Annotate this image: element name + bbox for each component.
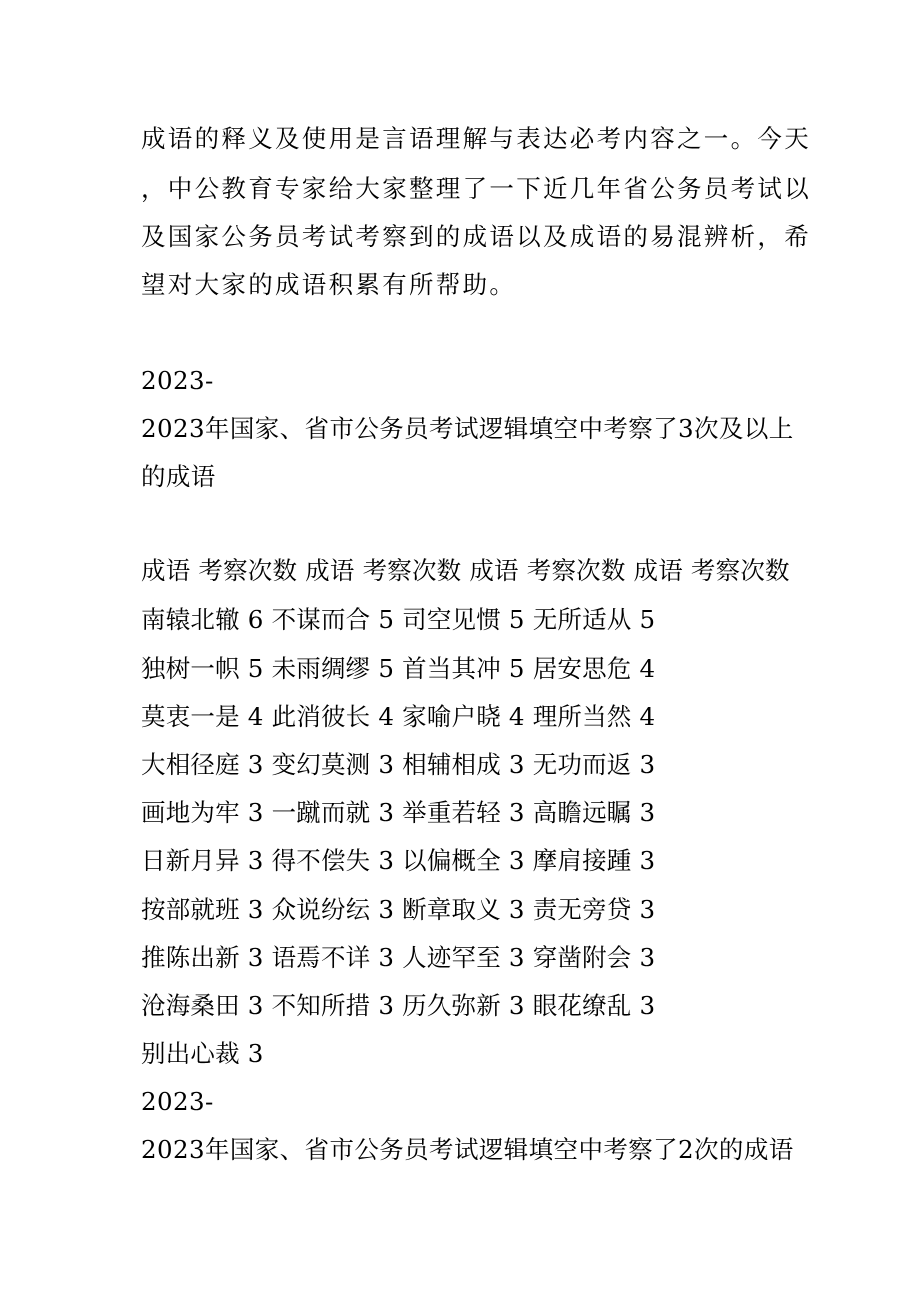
table-row: 大相径庭 3 变幻莫测 3 相辅相成 3 无功而返 3	[141, 750, 656, 779]
intro-line: ，中公教育专家给大家整理了一下近几年省公务员考试以	[141, 174, 811, 203]
table-row: 南辕北辙 6 不谋而合 5 司空见惯 5 无所适从 5	[141, 605, 656, 634]
intro-line: 及国家公务员考试考察到的成语以及成语的易混辨析，希	[141, 222, 811, 251]
table-row: 莫衷一是 4 此消彼长 4 家喻户晓 4 理所当然 4	[141, 702, 656, 731]
section-title: 2023年国家、省市公务员考试逻辑填空中考察了2次的成语	[141, 1135, 794, 1164]
section-year: 2023-	[141, 1087, 214, 1116]
table-row: 画地为牢 3 一蹴而就 3 举重若轻 3 高瞻远瞩 3	[141, 798, 656, 827]
table-row: 推陈出新 3 语焉不详 3 人迹罕至 3 穿凿附会 3	[141, 943, 656, 972]
section-title: 2023年国家、省市公务员考试逻辑填空中考察了3次及以上	[141, 414, 794, 443]
table-row: 独树一帜 5 未雨绸缪 5 首当其冲 5 居安思危 4	[141, 654, 656, 683]
section-year: 2023-	[141, 366, 214, 395]
table-row: 别出心裁 3	[141, 1039, 264, 1068]
section-title: 的成语	[141, 462, 216, 491]
table-header: 成语 考察次数 成语 考察次数 成语 考察次数 成语 考察次数	[141, 556, 790, 585]
intro-line: 望对大家的成语积累有所帮助。	[141, 270, 517, 299]
table-row: 日新月异 3 得不偿失 3 以偏概全 3 摩肩接踵 3	[141, 846, 656, 875]
table-row: 按部就班 3 众说纷纭 3 断章取义 3 责无旁贷 3	[141, 895, 656, 924]
intro-line: 成语的释义及使用是言语理解与表达必考内容之一。今天	[141, 124, 811, 153]
table-row: 沧海桑田 3 不知所措 3 历久弥新 3 眼花缭乱 3	[141, 991, 656, 1020]
